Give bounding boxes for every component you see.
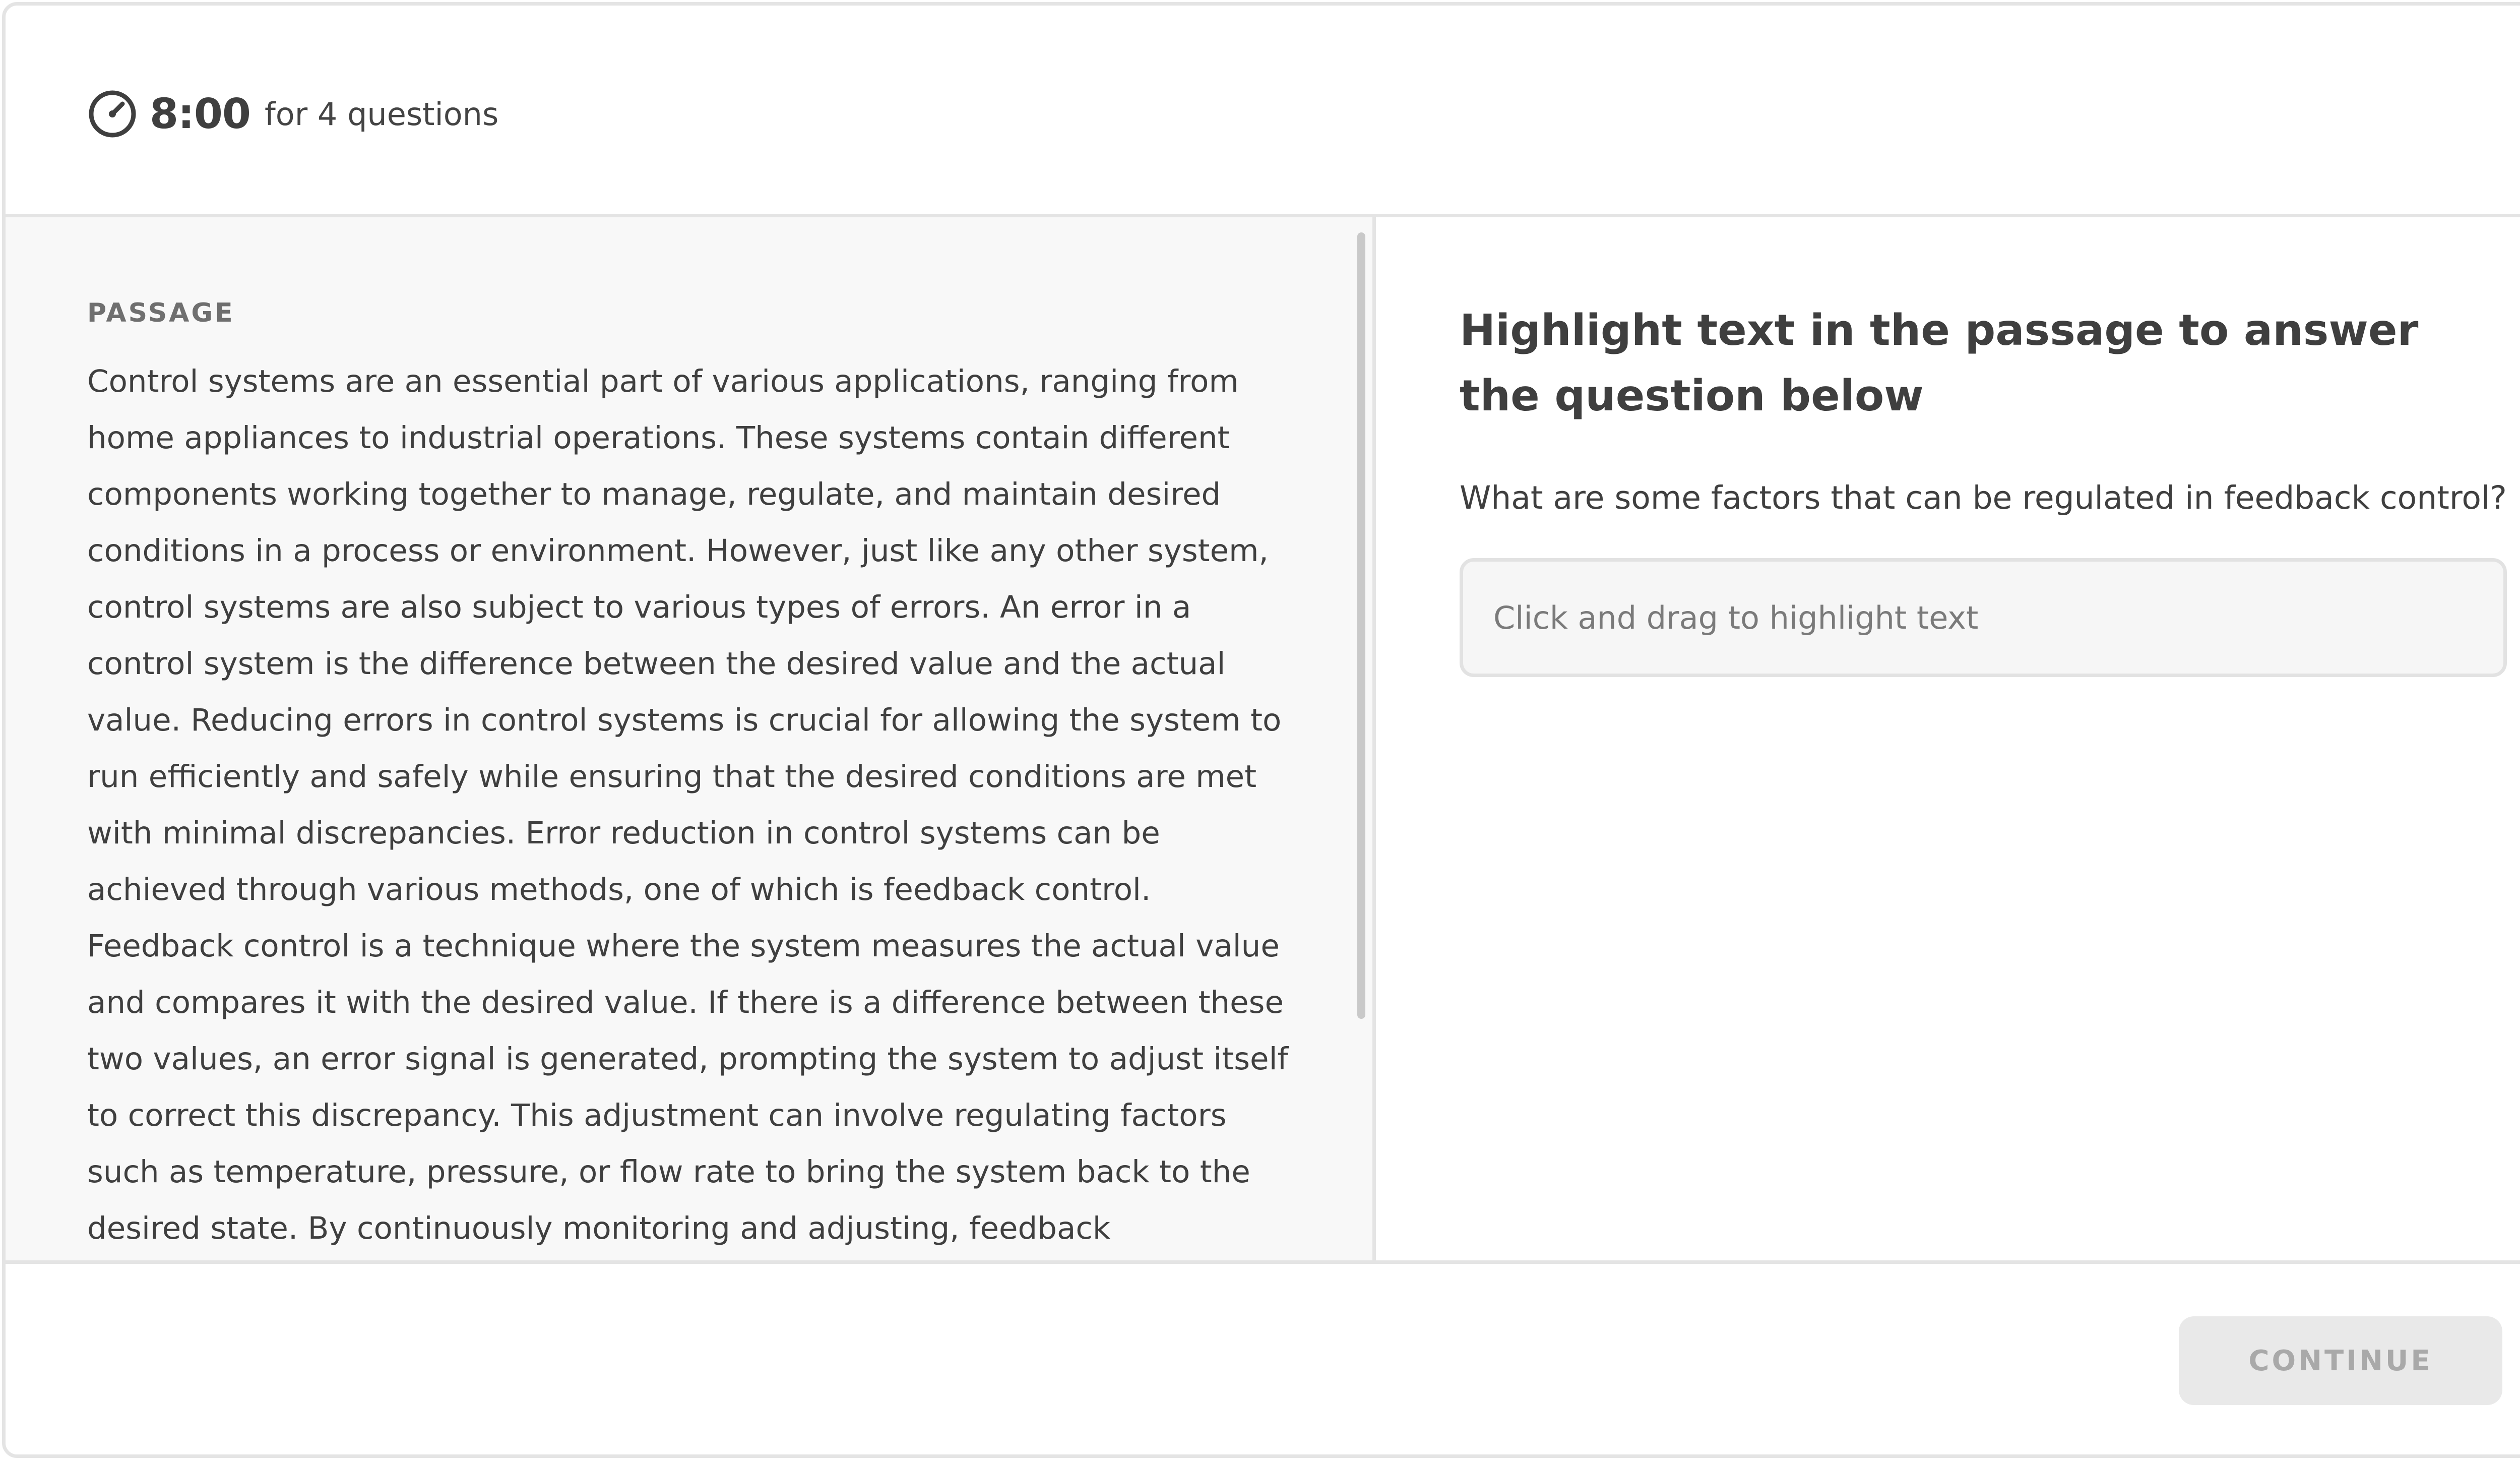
question-prompt: What are some factors that can be regulated in feedback control? — [1460, 479, 2507, 516]
timer-question-count: for 4 questions — [264, 95, 499, 133]
passage-label: PASSAGE — [87, 298, 235, 328]
answer-placeholder: Click and drag to highlight text — [1493, 599, 1979, 636]
question-title: Highlight text in the passage to answer the question below — [1460, 306, 2419, 421]
passage-scrollbar[interactable] — [1354, 217, 1372, 1267]
continue-button[interactable]: CONTINUE — [2179, 1316, 2502, 1405]
footer — [6, 1260, 2520, 1454]
header — [6, 6, 2520, 217]
highlight-answer-box[interactable] — [1460, 558, 2507, 677]
timer — [87, 86, 498, 142]
passage-scrollbar-thumb[interactable] — [1357, 232, 1365, 1019]
timer-time: 8:00 — [150, 90, 250, 138]
passage-pane[interactable] — [6, 217, 1376, 1267]
app-frame — [2, 2, 2520, 1458]
stopwatch-icon — [87, 89, 138, 139]
passage-text[interactable]: Control systems are an essential part of various applications, ranging from home appliances to industrial operations. These systems contain different components working together to manage, regulate, and maintain desired conditions in a process or environment. However, just like any other system, control systems are also subject to various types of errors. An error in a control system is the difference between the desired value and the actual value. Reducing errors in control systems is crucial for allowing the system to run efficiently and safely while ensuring that the desired conditions are met with minimal discrepancies. Error reduction in control systems can be achieved through various methods, one of which is feedback control. Feedback control is a technique where the system measures the actual value and compares it with the desired value. If there is a difference between these two values, an error signal is generated, prompting the system to adjust itself to correct this discrepancy. This adjustment can involve regulating factors such as temperature, pressure, or flow rate to bring the system back to the desired state. By continuously monitoring and adjusting, feedback — [87, 363, 1288, 1246]
question-pane — [1376, 217, 2520, 1267]
